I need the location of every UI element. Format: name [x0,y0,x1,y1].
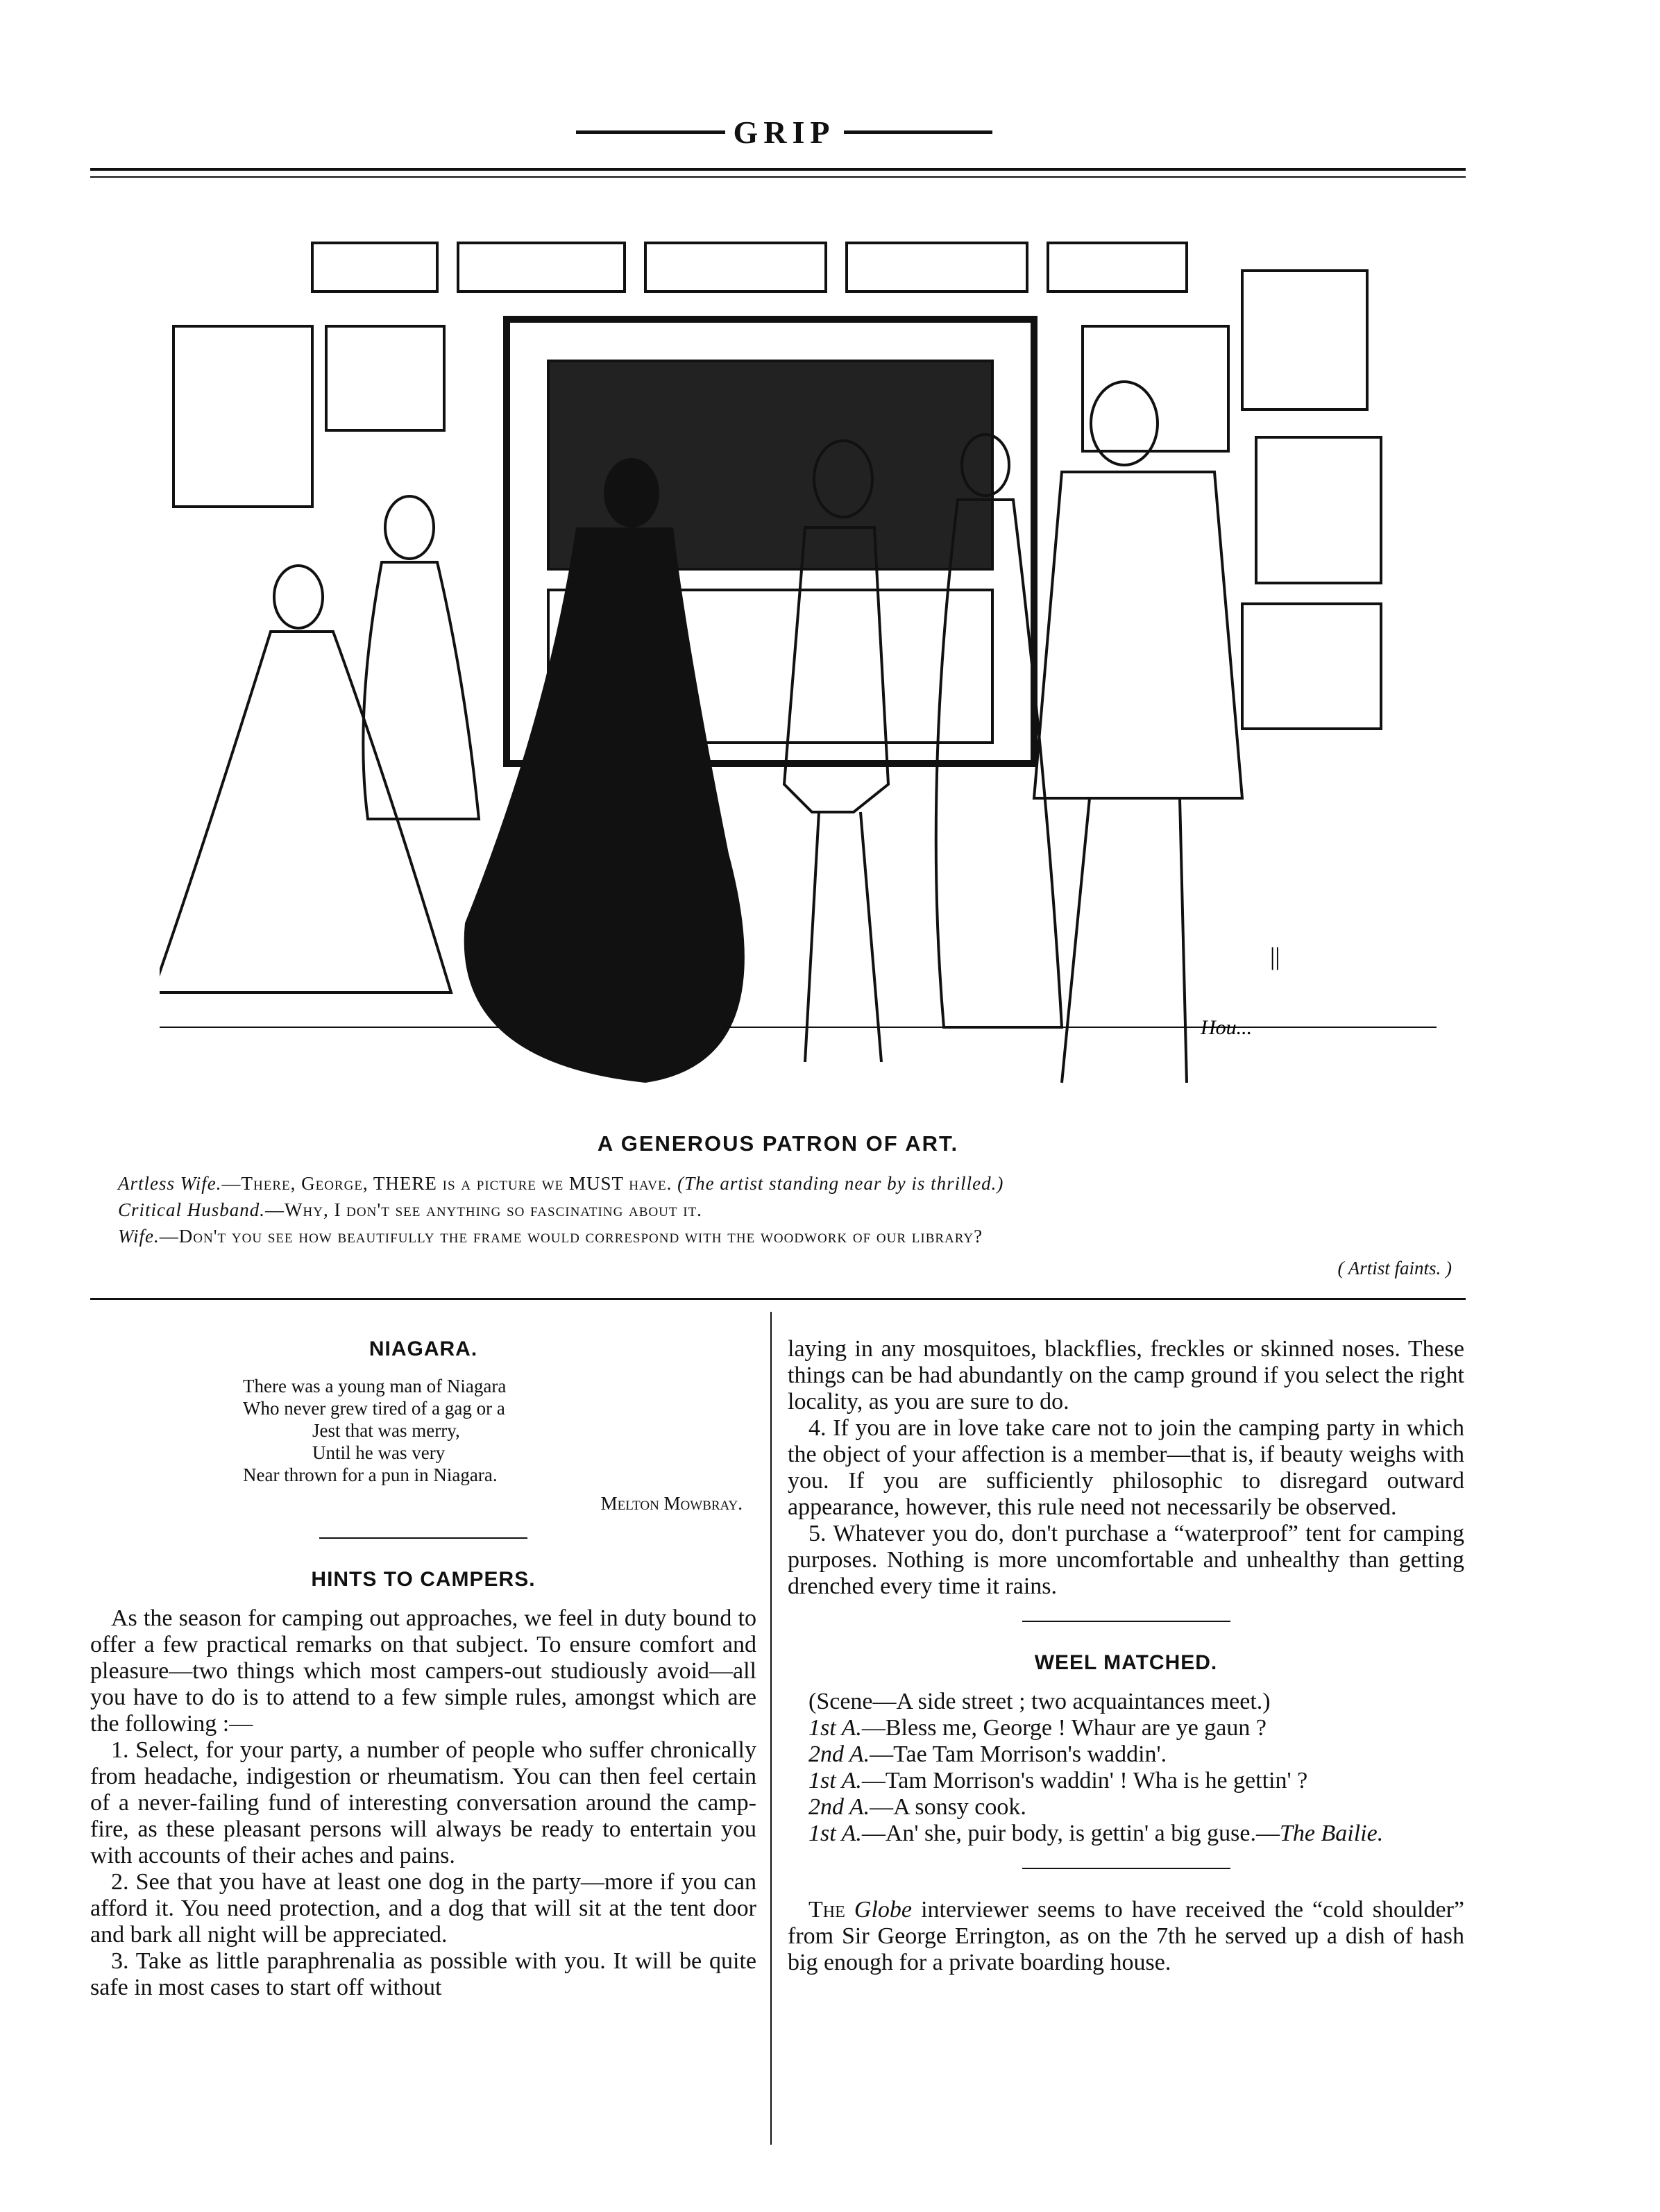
hints-title: HINTS TO CAMPERS. [311,1568,536,1591]
masthead-title: GRIP [733,114,836,150]
speaker: 1st A. [808,1821,862,1846]
weel-source: The Bailie. [1280,1821,1384,1846]
cartoon-closing: ( Artist faints. ) [1337,1258,1452,1278]
niagara-poem [243,1375,756,1486]
hints-rule-3-cont: laying in any mosquitoes, blackflies, freckles or skinned noses. These things can be had abundantly on the camp ground if you select the right locality, as you are sure to do. [788,1336,1464,1415]
dialog-text: —A sonsy cook. [870,1794,1026,1820]
weel-line-2 [788,1741,1464,1768]
masthead-rule-left [576,130,725,134]
artist-mark: || [1270,943,1280,970]
speaker: 1st A. [808,1715,862,1741]
speaker: Critical Husband. [118,1199,266,1220]
weel-line-3 [788,1768,1464,1794]
poem-line: Near thrown for a pun in Niagara. [243,1464,498,1485]
dialog-text: —An' she, puir body, is gettin' a big guse.— [861,1821,1280,1846]
poem-line: There was a young man of Niagara [243,1376,507,1396]
globe-text: interviewer seems to have received the “cold shoulder” from Sir George Errington, as on the 7th he served up a dish of hash big enough for a private boarding house. [788,1897,1464,1975]
hints-intro: As the season for camping out approaches, we feel in duty bound to offer a few practical remarks on that subject. To ensure comfort and pleasure—two things which most campers-out studiously avoid—all you have to do is to attend to a few simple rules, amongst which are the following :— [90,1605,756,1737]
hints-rule-4: 4. If you are in love take care not to join the camping party in which the object of your affection is a member—that is, if beauty weighs with you. If you are sufficiently philosophic to disregard outward appearance, however, this rule need not necessarily be observed. [788,1415,1464,1520]
dialog-text: —Bless me, George ! Whaur are ye gaun ? [861,1715,1267,1741]
right-column [788,1336,1464,1976]
artist-signature: Hou... [1201,1016,1253,1039]
dialog-text: —Tae Tam Morrison's waddin'. [870,1741,1167,1767]
niagara-author: Melton Mowbray. [600,1493,743,1514]
speaker: 1st A. [808,1768,862,1793]
weel-line-5 [788,1821,1464,1847]
gallery-illustration [160,229,1437,1117]
hints-rule-2: 2. See that you have at least one dog in the party—more if you can afford it. You need protection, and a dog that will sit at the tent door and bark all night will be appreciated. [90,1869,756,1948]
dialog-text: —Why, I don't see anything so fascinating about it. [265,1199,702,1220]
column-divider [770,1312,772,2145]
separator [319,1537,527,1539]
hints-rule-3: 3. Take as little paraphrenalia as possible with you. It will be quite safe in most cases to start off without [90,1948,756,2000]
dialog-text: —Tam Morrison's waddin' ! Wha is he gettin' ? [861,1768,1308,1793]
speaker: Wife. [118,1226,160,1247]
left-column [90,1336,756,2001]
weel-line-1 [788,1715,1464,1741]
cartoon-line-3 [118,1226,983,1247]
section-rule [90,1298,1466,1300]
dialog-text: —There, George, THERE is a picture we MUST have. [221,1173,672,1194]
globe-lead: The [808,1897,845,1923]
header-rule [90,168,1466,171]
masthead-rule-right [844,130,993,134]
separator [1022,1868,1230,1869]
header-rule-thin [90,176,1466,178]
speaker: 2nd A. [808,1741,870,1767]
poem-line: Jest that was merry, [312,1420,460,1441]
globe-paragraph [788,1897,1464,1976]
hints-rule-5: 5. Whatever you do, don't purchase a “waterproof” tent for camping purposes. Nothing is more uncomfortable and unhealthy than getting drenched every time it rains. [788,1521,1464,1599]
globe-paper: Globe [854,1897,912,1923]
cartoon-title: A GENEROUS PATRON OF ART. [597,1131,959,1156]
hints-rule-1: 1. Select, for your party, a number of people who suffer chronically from headache, indigestion or rheumatism. You can then feel certain of a never-failing fund of interesting conversation around the camp-fire, as these pleasant persons will always be ready to entertain you with accounts of their aches and pains. [90,1737,756,1868]
stage-aside: (The artist standing near by is thrilled.) [677,1173,1004,1194]
masthead [576,111,992,153]
separator [1022,1621,1230,1622]
cartoon-line-2 [118,1199,702,1221]
weel-title: WEEL MATCHED. [1034,1651,1218,1674]
speaker: 2nd A. [808,1794,870,1820]
cartoon-line-1 [118,1173,1003,1194]
speaker: Artless Wife. [118,1173,222,1194]
dialog-text: —Don't you see how beautifully the frame would correspond with the woodwork of our library? [159,1226,983,1247]
poem-line: Until he was very [312,1442,446,1463]
weel-line-4 [788,1794,1464,1821]
niagara-title: NIAGARA. [369,1337,478,1360]
weel-scene: (Scene—A side street ; two acquaintances meet.) [808,1689,1271,1714]
poem-line: Who never grew tired of a gag or a [243,1398,505,1419]
